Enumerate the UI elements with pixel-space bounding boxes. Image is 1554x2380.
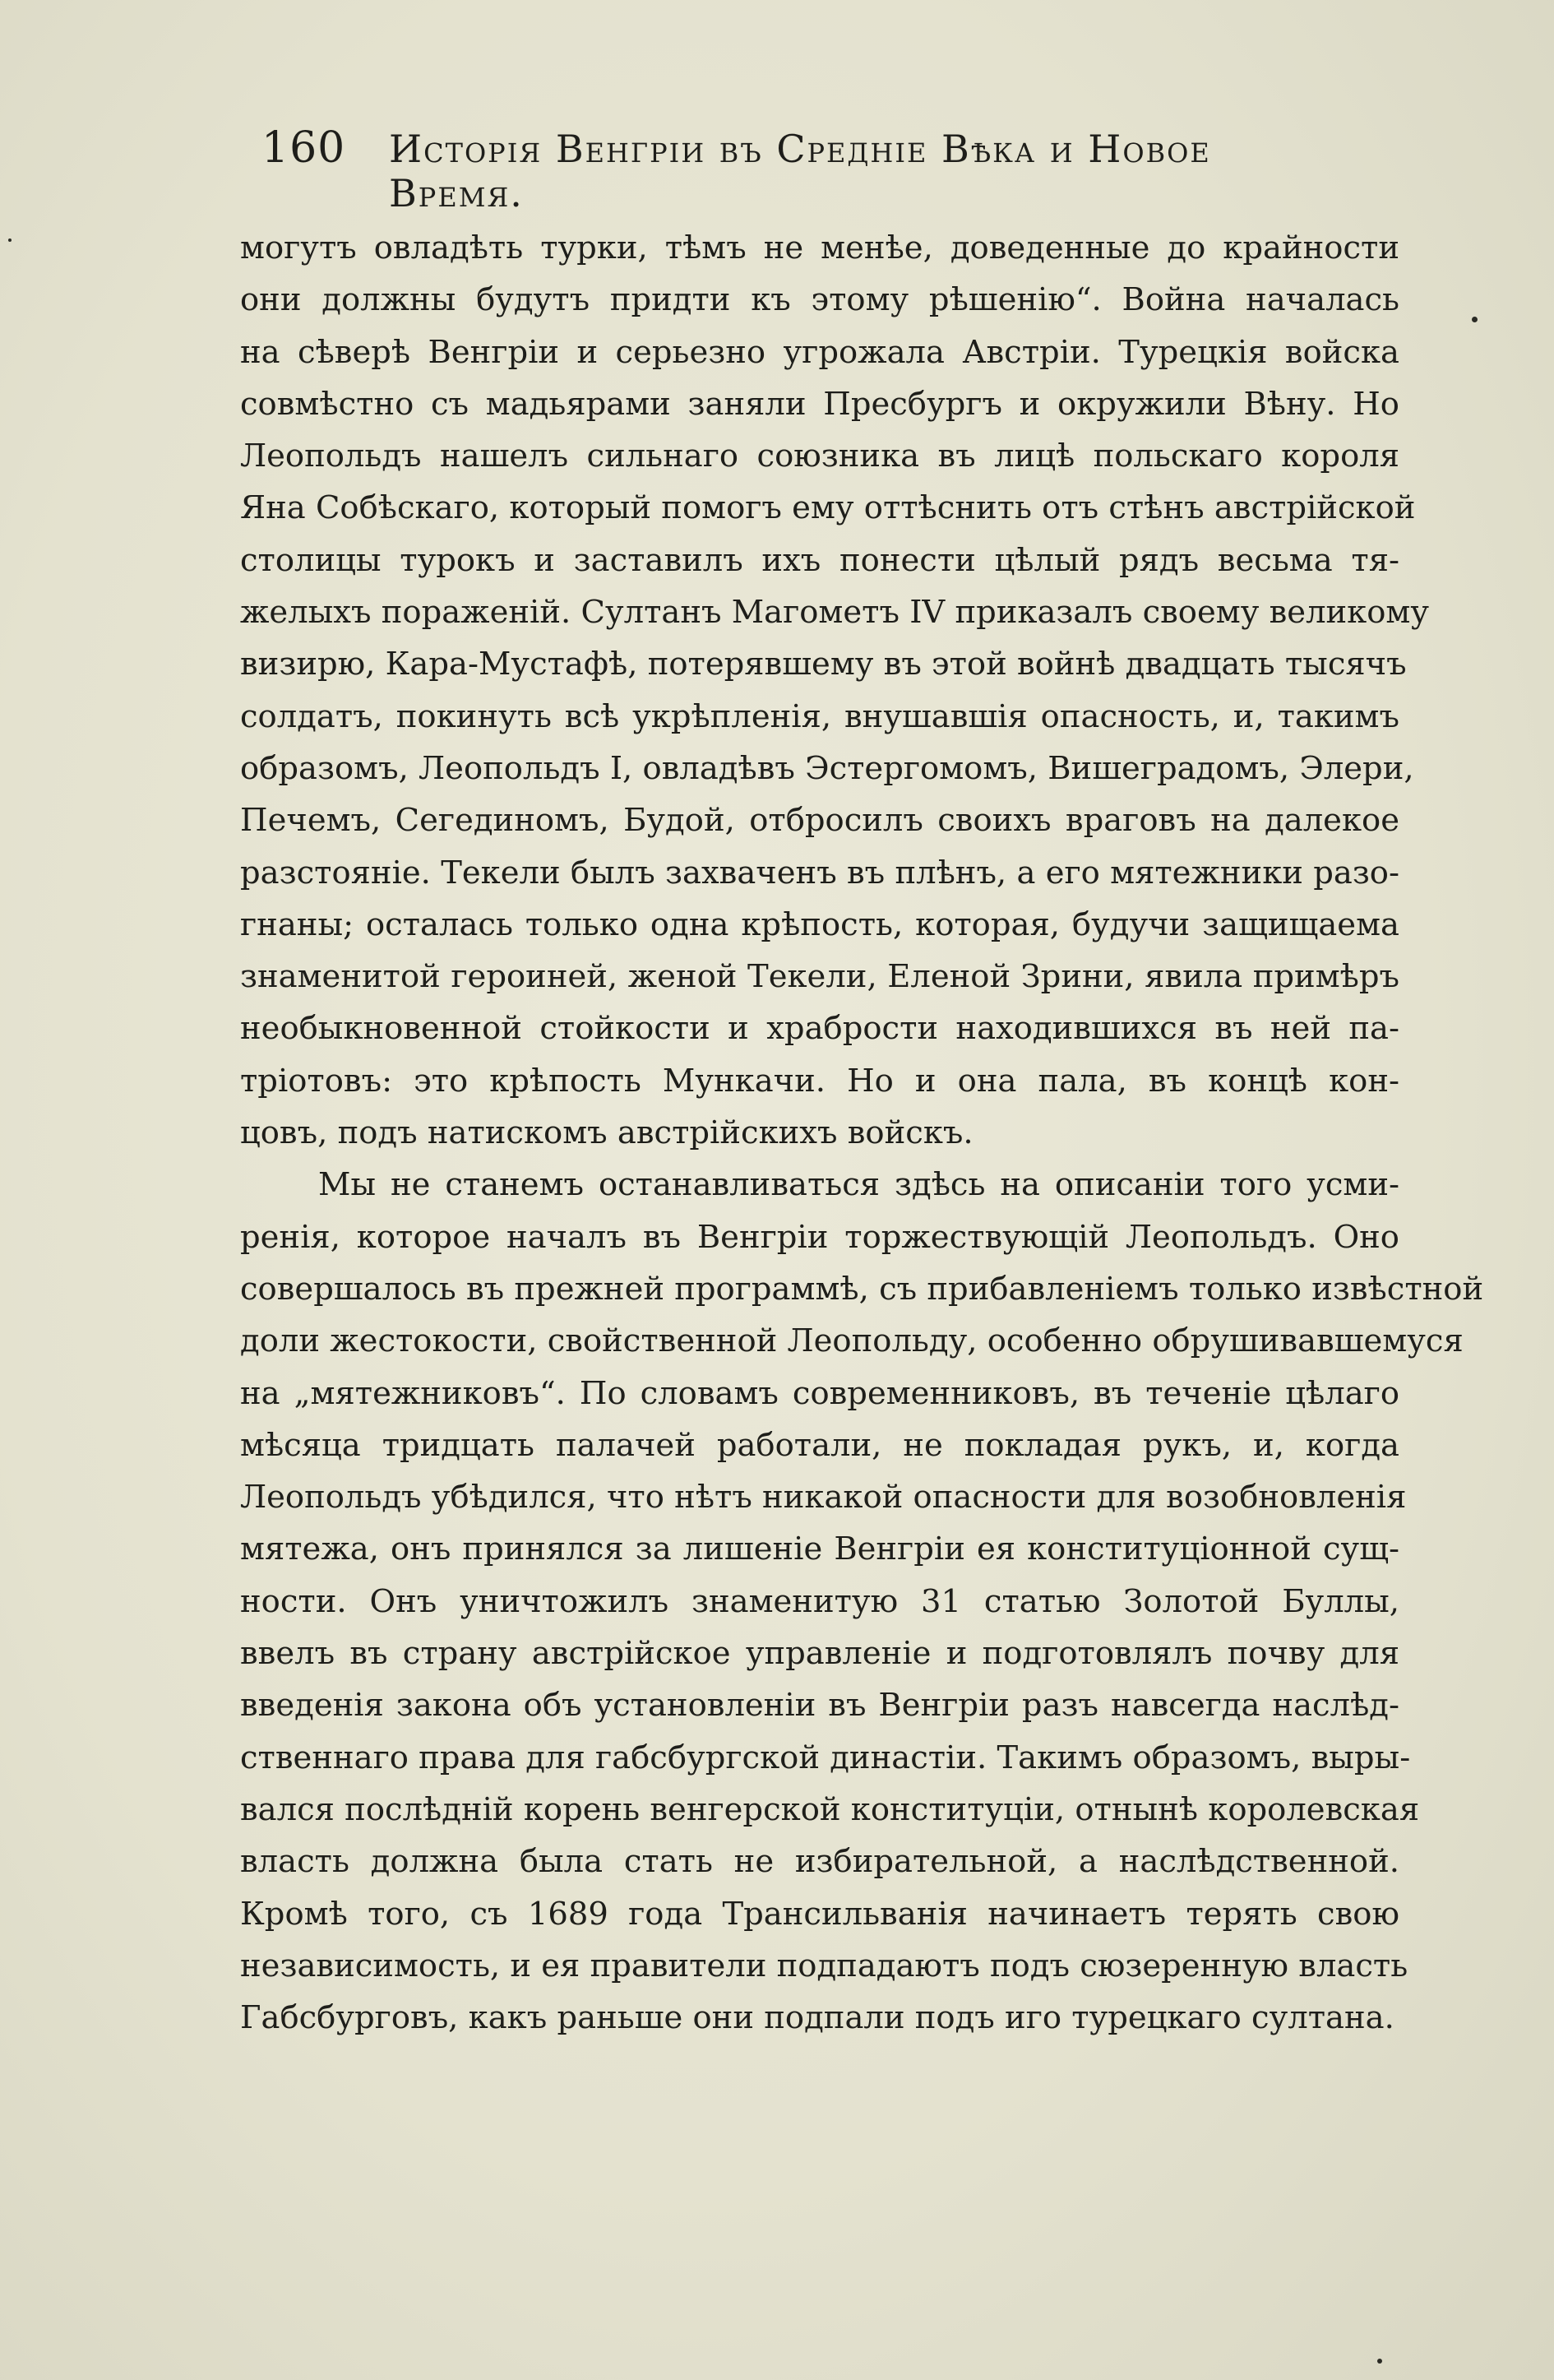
text-line: солдатъ, покинуть всѣ укрѣпленія, внушавшія опасность, и, такимъ (240, 697, 1399, 735)
dust-speck (1472, 317, 1478, 322)
text-line: могутъ овладѣть турки, тѣмъ не менѣе, доведенные до крайности (240, 229, 1399, 266)
text-line: желыхъ пораженій. Султанъ Магометъ IV приказалъ своему великому (240, 594, 1430, 632)
text-line: образомъ, Леопольдъ I, овладѣвъ Эстергомомъ, Вишеградомъ, Элери, (240, 749, 1414, 787)
running-title: Исторія Венгріи въ Средніе Вѣка и Новое Время. (389, 127, 1211, 215)
text-line: знаменитой героиней, женой Текели, Еленой Зрини, явила примѣръ (240, 958, 1399, 996)
text-line: необыкновенной стойкости и храбрости находившихся въ ней па- (240, 1010, 1399, 1048)
text-line: ренія, которое началъ въ Венгріи торжествующій Леопольдъ. Оно (240, 1218, 1399, 1256)
text-line: цовъ, подъ натискомъ австрійскихъ войскъ. (240, 1114, 974, 1152)
text-line: введенія закона объ установленіи въ Венгріи разъ навсегда наслѣд- (240, 1687, 1399, 1725)
text-line: Мы не станемъ останавливаться здѣсь на описаніи того усми- (318, 1166, 1399, 1204)
text-line: совершалось въ прежней программѣ, съ прибавленіемъ только извѣстной (240, 1270, 1484, 1308)
text-line: они должны будутъ придти къ этому рѣшенію“. Война началась (240, 281, 1399, 319)
text-line: Леопольдъ убѣдился, что нѣтъ никакой опасности для возобновленія (240, 1479, 1407, 1516)
dust-speck (8, 238, 12, 242)
text-line: мятежа, онъ принялся за лишеніе Венгріи ея конституціонной сущ- (240, 1530, 1399, 1568)
text-line: Печемъ, Сегединомъ, Будой, отбросилъ своихъ враговъ на далекое (240, 802, 1399, 840)
paragraph-1 (240, 222, 1430, 1159)
text-line: визирю, Кара-Мустафѣ, потерявшему въ этой войнѣ двадцать тысячъ (240, 646, 1407, 683)
text-line: на „мятежниковъ“. По словамъ современниковъ, въ теченіе цѣлаго (240, 1374, 1399, 1412)
text-line: ввелъ въ страну австрійское управленіе и подготовлялъ почву для (240, 1635, 1399, 1673)
body-text (240, 222, 1484, 2044)
text-line: разстояніе. Текели былъ захваченъ въ плѣнъ, а его мятежники разо- (240, 854, 1399, 891)
text-line: мѣсяца тридцать палачей работали, не покладая рукъ, и, когда (240, 1426, 1399, 1464)
text-line: ности. Онъ уничтожилъ знаменитую 31 статью Золотой Буллы, (240, 1582, 1399, 1620)
text-line: Леопольдъ нашелъ сильнаго союзника въ лицѣ польскаго короля (240, 438, 1399, 475)
page-header (261, 123, 1274, 215)
text-line: ственнаго права для габсбургской династіи. Такимъ образомъ, выры- (240, 1739, 1411, 1776)
paragraph-2 (240, 1159, 1484, 2044)
text-line: на сѣверѣ Венгріи и серьезно угрожала Австріи. Турецкія войска (240, 333, 1399, 371)
text-line: независимость, и ея правители подпадаютъ подъ сюзеренную власть (240, 1947, 1408, 1984)
text-line: доли жестокости, свойственной Леопольду, особенно обрушивавшемуся (240, 1322, 1464, 1360)
text-line: власть должна была стать не избирательной, а наслѣдственной. (240, 1843, 1399, 1881)
text-line: вался послѣдній корень венгерской конституціи, отнынѣ королевская (240, 1790, 1420, 1828)
dust-speck (1377, 2359, 1382, 2364)
text-line: гнаны; осталась только одна крѣпость, которая, будучи защищаема (240, 905, 1399, 943)
text-line: совмѣстно съ мадьярами заняли Пресбургъ и окружили Вѣну. Но (240, 385, 1399, 423)
text-line: столицы турокъ и заставилъ ихъ понести цѣлый рядъ весьма тя- (240, 541, 1399, 579)
text-line: тріотовъ: это крѣпость Мункачи. Но и она пала, въ концѣ кон- (240, 1062, 1399, 1100)
text-line: Кромѣ того, съ 1689 года Трансильванія начинаетъ терять свою (240, 1895, 1399, 1933)
text-line: Габсбурговъ, какъ раньше они подпали подъ иго турецкаго султана. (240, 1999, 1394, 2037)
page-number: 160 (261, 123, 346, 173)
text-line: Яна Собѣскаго, который помогъ ему оттѣснить отъ стѣнъ австрійской (240, 489, 1416, 527)
